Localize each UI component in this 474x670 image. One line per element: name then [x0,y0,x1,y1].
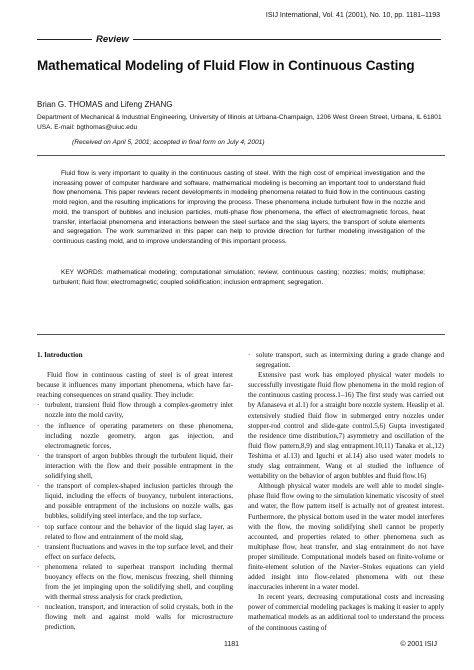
right-column [248,350,444,633]
paragraph: In recent years, decreasing computational costs and increasing power of commercial modeling packages is making it easier to apply mathematical models as an additional tool to understand the process of the continuous casting of [248,593,444,632]
authors: Brian G. THOMAS and Lifeng ZHANG [37,100,173,109]
affiliation: Department of Mechanical & Industrial Engineering, University of Illinois at Urbana-Champaign, 1206 West Green Street, Urbana, IL 61801 USA. E-mail: bgthomas@uiuc.edu [37,114,442,131]
page-number: 1181 [224,641,240,648]
paper-title: Mathematical Modeling of Fluid Flow in Continuous Casting [37,58,415,73]
paragraph: Fluid flow in continuous casting of steel is of great interest because it influences many important phenomena, which have far-reaching consequences on strand quality. They include: [37,371,233,400]
copyright: © 2001 ISIJ [400,641,437,648]
list-item: · turbulent, transient fluid flow through a complex-geometry inlet nozzle into the mold cavity, [37,400,233,420]
list-item: · the transport of argon bubbles through the turbulent liquid, their interaction with the flow and their possible entrapment in the solidifying shell, [37,451,233,481]
section-heading: 1. Introduction [37,351,83,359]
list-item: · top surface contour and the behavior of the liquid slag layer, as related to flow and entrainment of the mold slag, [37,522,233,542]
list-item: · phenomena related to superheat transport including thermal buoyancy effects on the flow, meniscus freezing, shell thinning from the jet impinging upon the solidifying shell, and coupling with thermal stress analysis for crack prediction, [37,562,233,602]
phenomena-list [37,400,233,632]
list-item: · nucleation, transport, and interaction of solid crystals, both in the flowing melt and against mold walls for microstructure prediction, [37,602,233,632]
paragraph: Although physical water models are well able to model single-phase fluid flow owing to the simulation kinematic viscosity of steel and water, the flow pattern itself is actually not of greatest interest. Furthermore, the physical bottom used in the water model interferes with the flow, the moving solidifying shell cannot be properly accounted, and properties related to other phenomena such as multiphase flow, heat transfer, and slag entrainment do not have proper similitude. Computational models based on finite-volume or finite-element solution of the Navier–Stokes equations can yield added insight into flow-related phenomena with out these inaccuracies inherent in a water model. [248,482,444,592]
phenomena-list-continued [248,350,444,370]
journal-reference: ISIJ International, Vol. 41 (2001), No. 10, pp. 1181–1193 [265,12,440,19]
section-label: Review [92,34,133,45]
received-dates: (Received on April 5, 2001; accepted in final form on July 4, 2001) [72,139,265,146]
left-column [37,350,233,633]
keywords: KEY WORDS: mathematical modeling; computational simulation; review; continuous casting; nozzles; molds; multiphase; turbulent; fluid flow; electromagnetic; coupled solidification; inclusion entrapment; segregation. [53,269,425,286]
list-item: · the transport of complex-shaped inclusion particles through the liquid, including the effects of buoyancy, turbulent interactions, and possible entrapment of the inclusions on nozzle walls, gas bubbles, solidifying steel interface, and the top surface, [37,481,233,521]
list-item: · solute transport, such as intermixing during a grade change and segregation. [248,350,444,370]
abstract: Fluid flow is very important to quality in the continuous casting of steel. With the high cost of empirical investigation and the increasing power of computer hardware and software, mathematical modeling is becoming an important tool to understand fluid flow phenomena. This paper reviews recent developments in modeling phenomena related to fluid flow in the continuous casting mold region, and the resulting implications for improving the process. These phenomena include turbulent flow in the nozzle and mold, the transport of bubbles and inclusion particles, multi-phase flow phenomena, the effect of electromagnetic forces, heat transfer, interfacial phenomena and interactions between the steel surface and the slag layers, the transport of solute elements and segregation. The work summarized in this paper can help to provide direction for further modeling investigation of the continuous casting mold, and to improve understanding of this important process. [53,170,425,245]
list-item: · the influence of operating parameters on these phenomena, including nozzle geometry, argon gas injection, and electromagnetic forces, [37,421,233,451]
list-item: · transient fluctuations and waves in the top surface level, and their effect on surface defects, [37,542,233,562]
paragraph: Extensive past work has employed physical water models to successfully investigate fluid flow phenomena in the mold region of the continuous casting process.1–16) The first study was carried out by Afanaseva et al.1) for a straight bore nozzle system. Heaslip et al. extensively studied fluid flow in submerged entry nozzles under stopper-rod control and slide-gate control.5,6) Gupta investigated the residence time distribution,7) asymmetry and oscillation of the fluid flow pattern,8,9) and slag entrapment.10,11) Tanaka et al.,12) Teshima et al.13) and Iguchi et al.14) also used water models to study slag entrainment. Wang et al studied the influence of wettability on the behavior of argon bubbles and fluid flow.16) [248,371,444,481]
